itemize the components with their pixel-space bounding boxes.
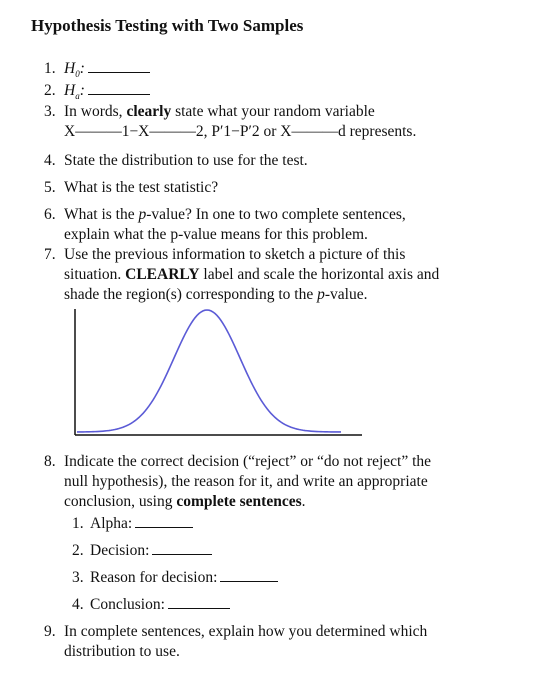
- question-8-sub-4: 4. Conclusion:: [72, 594, 230, 615]
- reason-label: Reason for decision:: [90, 569, 218, 586]
- decision-blank[interactable]: [152, 540, 212, 555]
- question-8-sub-1: 1. Alpha:: [72, 513, 193, 534]
- reason-blank[interactable]: [220, 567, 278, 582]
- question-7-line-3: shade the region(s) corresponding to the p-value.: [64, 286, 368, 303]
- question-number: 7.: [44, 246, 56, 263]
- decision-label: Decision:: [90, 542, 150, 559]
- question-7-line-1: 7. Use the previous information to sketch a picture of this: [44, 246, 406, 263]
- question-3-line-1: 3. In words, clearly state what your random variable: [44, 103, 375, 120]
- question-9-line-2: distribution to use.: [64, 643, 180, 660]
- normal-curve-svg: [74, 305, 364, 440]
- question-4: 4. State the distribution to use for the test.: [44, 152, 308, 169]
- question-5: 5. What is the test statistic?: [44, 179, 219, 196]
- question-number: 6.: [44, 206, 56, 223]
- bell-curve: [77, 310, 341, 432]
- conclusion-label: Conclusion:: [90, 596, 165, 613]
- answer-blank[interactable]: [88, 80, 150, 95]
- answer-blank[interactable]: [88, 58, 150, 73]
- question-number: 5.: [44, 179, 56, 196]
- question-7-line-2: situation. CLEARLY label and scale the horizontal axis and: [64, 266, 440, 283]
- conclusion-blank[interactable]: [168, 594, 230, 609]
- question-number: 9.: [44, 623, 56, 640]
- question-number: 1.: [44, 60, 56, 77]
- question-8-sub-3: 3. Reason for decision:: [72, 567, 278, 588]
- normal-curve-sketch: [74, 305, 364, 440]
- question-6-line-2: explain what the p-value means for this problem.: [64, 226, 368, 243]
- question-number: 4.: [44, 152, 56, 169]
- question-9-line-1: 9. In complete sentences, explain how you determined which: [44, 623, 428, 640]
- question-number: 3.: [44, 103, 56, 120]
- alpha-blank[interactable]: [135, 513, 193, 528]
- question-number: 8.: [44, 453, 56, 470]
- question-6-line-1: 6. What is the p-value? In one to two complete sentences,: [44, 206, 406, 223]
- question-number: 2.: [44, 82, 56, 99]
- question-3-line-2: X———1−X———2, P′1−P′2 or X———d represents.: [64, 123, 417, 140]
- question-8-sub-2: 2. Decision:: [72, 540, 212, 561]
- question-8-line-2: null hypothesis), the reason for it, and write an appropriate: [64, 473, 428, 490]
- question-8-line-3: conclusion, using complete sentences.: [64, 493, 306, 510]
- random-variable-options: X———1−X———2, P′1−P′2 or X———d: [64, 123, 346, 140]
- ha-label: $H_a$:: [64, 82, 85, 102]
- question-8-line-1: 8. Indicate the correct decision (“reject” or “do not reject” the: [44, 453, 432, 470]
- h0-label: $H_0$:: [64, 60, 85, 80]
- alpha-label: Alpha:: [90, 515, 133, 532]
- worksheet-title: Hypothesis Testing with Two Samples: [31, 16, 304, 35]
